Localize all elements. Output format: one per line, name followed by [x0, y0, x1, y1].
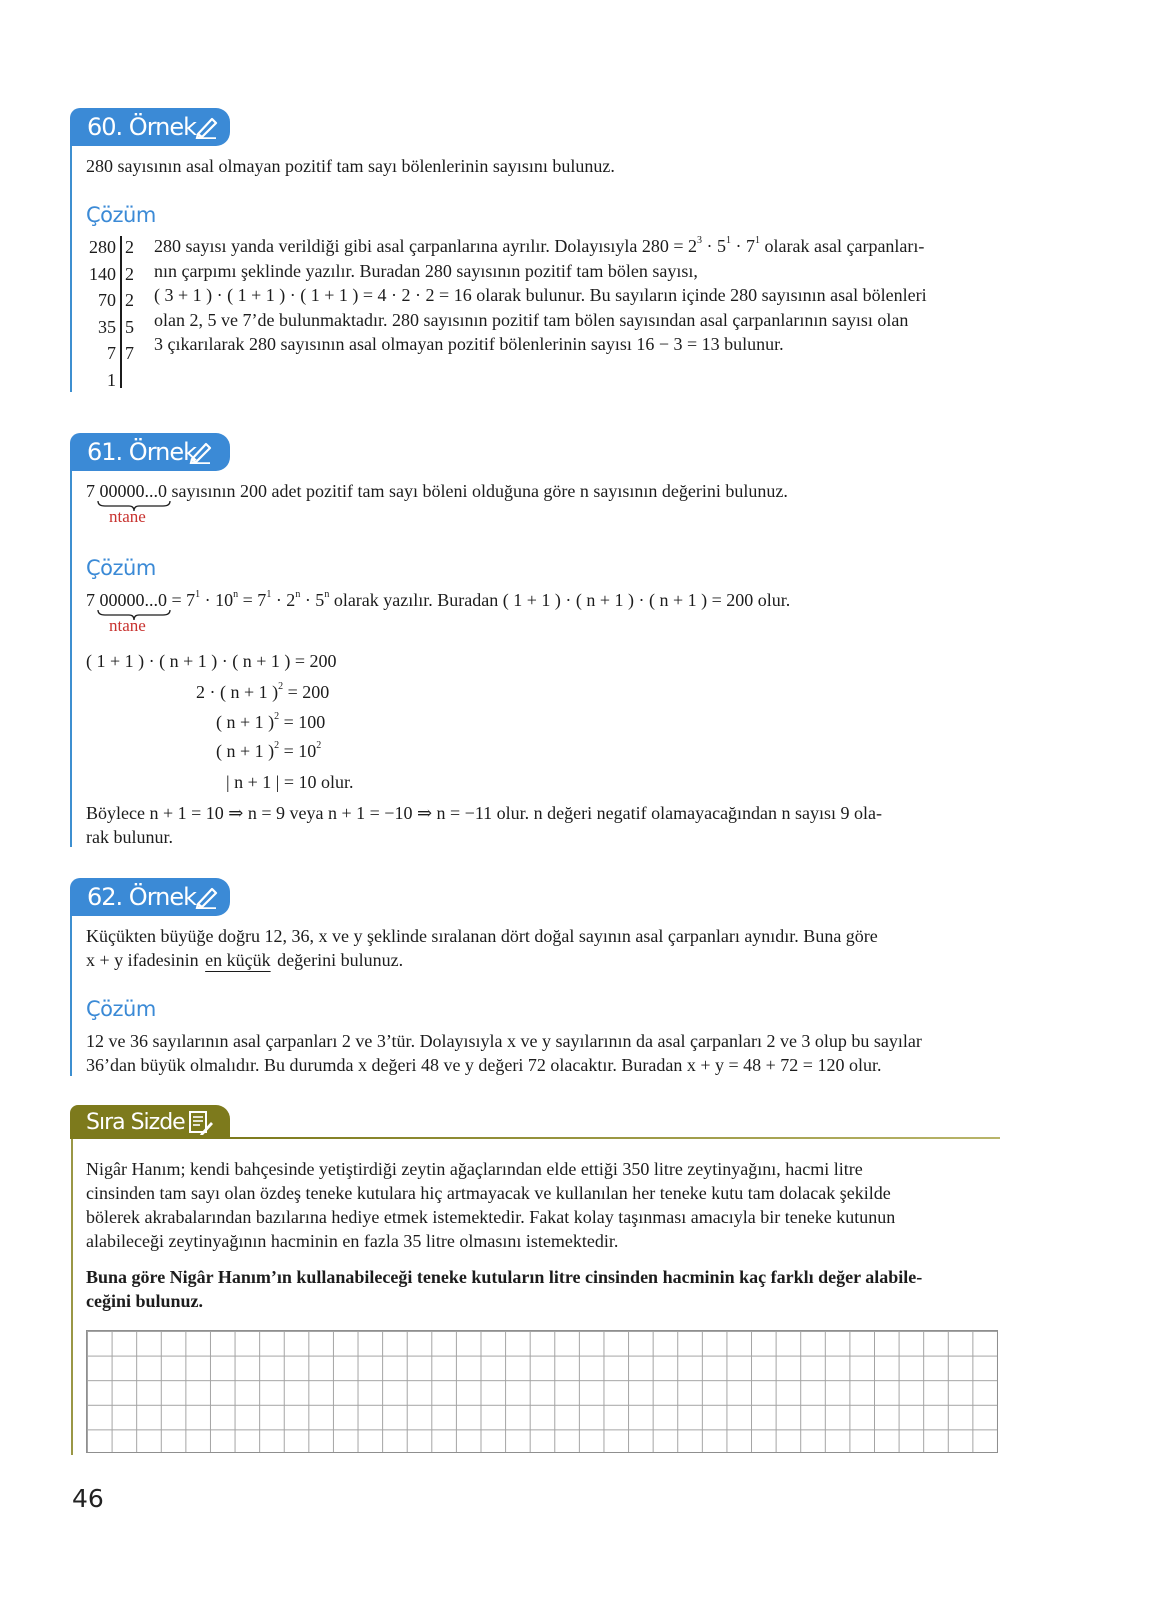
equation-line [216, 741, 321, 762]
equation-line: | n + 1 | = 10 olur. [226, 772, 354, 792]
sira-sizde-question-line: Buna göre Nigâr Hanım’ın kullanabileceği teneke kutuların litre cinsinden hacminin kaç farklı değer alabile- [86, 1267, 923, 1287]
example-60-solution-line: 3 çıkarılarak 280 sayısının asal olmayan pozitif bölenlerinin sayısı 16 − 3 = 13 bulunur. [154, 334, 784, 354]
division-value: 280 [89, 237, 116, 257]
division-value: 1 [107, 369, 116, 390]
equation-line [196, 682, 329, 703]
exponent: 2 [274, 740, 280, 751]
pencil-icon [188, 440, 214, 464]
example-62-question-line [86, 950, 403, 971]
text: = 10 [279, 741, 317, 761]
underbrace-label: ntane [109, 616, 146, 635]
text: olarak yazılır. Buradan ( 1 + 1 ) · ( n + 1 ) · ( n + 1 ) = 200 olur. [329, 590, 791, 610]
text: 280 sayısı yanda verildiği gibi asal çarpanlarına ayrılır. Dolayısıyla 280 = 2 [154, 236, 698, 256]
text: x + y ifadesinin [86, 950, 204, 970]
exponent: 2 [316, 740, 322, 751]
example-61-solution-title: Çözüm [86, 556, 156, 580]
text: 2 · ( n + 1 ) [196, 682, 279, 702]
sira-sizde-text-line: bölerek akrabalarından bazılarına hediye etmek istemektedir. Fakat kolay taşınması amacıyla bir teneke kutunun [86, 1207, 896, 1227]
example-61-conclusion-line: Böylece n + 1 = 10 ⇒ n = 9 veya n + 1 = −10 ⇒ n = −11 olur. n değeri negatif olamayacağından n sayısı 9 ola- [86, 803, 883, 823]
division-value: 35 [98, 316, 116, 337]
sira-sizde-text-line: Nigâr Hanım; kendi bahçesinde yetiştirdiği zeytin ağaçlarından elde ettiği 350 litre zeytinyağını, hacmi litre [86, 1159, 863, 1179]
example-62-tab [70, 878, 230, 916]
example-61-tab [70, 433, 230, 471]
example-60-solution-line: olan 2, 5 ve 7’de bulunmaktadır. 280 sayısının pozitif tam bölen sayısından asal çarpanlarının sayısı olan [154, 310, 909, 330]
exponent: 1 [726, 235, 732, 246]
example-60-solution-line: nın çarpımı şeklinde yazılır. Buradan 280 sayısının pozitif tam bölen sayısı, [154, 261, 698, 281]
text: değerini bulunuz. [272, 950, 404, 970]
text: = 7 [238, 590, 267, 610]
division-factor: 7 [125, 343, 134, 363]
text: = 100 [279, 712, 326, 732]
sira-sizde-rule [71, 1139, 73, 1455]
division-factor: 2 [125, 290, 134, 310]
sira-sizde-divider [228, 1137, 1000, 1139]
text: sayısının 200 adet pozitif tam sayı böleni olduğuna göre n sayısının değerini bulunuz. [167, 481, 788, 501]
exponent: n [295, 589, 301, 600]
example-61-rule [70, 471, 72, 847]
page-number: 46 [72, 1484, 104, 1513]
underlined-text: en küçük [205, 950, 271, 970]
example-60-tab [70, 108, 230, 146]
text: · 10 [200, 590, 234, 610]
text: · 5 [300, 590, 325, 610]
example-61-solution-line [86, 590, 790, 611]
division-value: 70 [98, 290, 116, 310]
answer-grid[interactable] [86, 1330, 998, 1453]
notepad-pencil-icon [188, 1110, 214, 1136]
prime-division-right [125, 234, 134, 367]
sira-sizde-question-line: ceğini bulunuz. [86, 1291, 204, 1311]
example-60-solution-line: ( 3 + 1 ) · ( 1 + 1 ) · ( 1 + 1 ) = 4 · 2 · 2 = 16 olarak bulunur. Bu sayıların içinde 280 sayısının asal bölenleri [154, 285, 927, 305]
text: · 2 [271, 590, 296, 610]
example-61-question [86, 481, 788, 502]
example-60-rule [70, 146, 72, 392]
example-60-title: 60. Örnek [87, 113, 197, 141]
text: = 7 [167, 590, 196, 610]
exponent: 1 [755, 235, 761, 246]
prime-division-left [84, 234, 116, 393]
sira-sizde-text-line: alabileceği zeytinyağının hacminin en fazla 35 litre olmasını istemektedir. [86, 1231, 619, 1251]
text: olarak asal çarpanları- [760, 236, 925, 256]
exponent: 1 [266, 589, 272, 600]
underbrace-label: ntane [109, 507, 146, 526]
exponent: 3 [697, 235, 703, 246]
division-factor: 2 [125, 263, 134, 284]
exponent: n [324, 589, 330, 600]
equation-line [216, 712, 325, 733]
example-61-conclusion-line: rak bulunur. [86, 827, 173, 847]
exponent: 2 [278, 681, 284, 692]
example-62-rule [70, 916, 72, 1076]
equation-line: ( 1 + 1 ) · ( n + 1 ) · ( n + 1 ) = 200 [86, 651, 337, 671]
example-60-solution-line [154, 236, 924, 257]
text: ( n + 1 ) [216, 741, 275, 761]
example-61-title: 61. Örnek [87, 438, 197, 466]
division-factor: 5 [125, 316, 134, 337]
exponent: n [233, 589, 239, 600]
repeated-zero-number: 7 00000...0 [86, 590, 167, 610]
exponent: 2 [274, 711, 280, 722]
pencil-icon [194, 115, 220, 139]
example-62-solution-line: 12 ve 36 sayılarının asal çarpanları 2 ve 3’tür. Dolayısıyla x ve y sayılarının da asal çarpanları 2 ve 3 olup bu sayılar [86, 1031, 922, 1051]
division-value: 140 [89, 263, 116, 284]
sira-sizde-tab [70, 1105, 230, 1139]
example-62-question-line: Küçükten büyüğe doğru 12, 36, x ve y şeklinde sıralanan dört doğal sayının asal çarpanları aynıdır. Buna göre [86, 926, 878, 946]
example-60-solution-title: Çözüm [86, 203, 156, 227]
division-value: 7 [107, 343, 116, 363]
example-62-solution-title: Çözüm [86, 997, 156, 1021]
text: ( n + 1 ) [216, 712, 275, 732]
division-factor: 2 [125, 237, 134, 257]
example-60-question: 280 sayısının asal olmayan pozitif tam sayı bölenlerinin sayısını bulunuz. [86, 156, 615, 176]
pencil-icon [194, 885, 220, 909]
sira-sizde-title: Sıra Sizde [86, 1110, 185, 1135]
repeated-zero-number: 7 00000...0 [86, 481, 167, 501]
prime-division-rule [120, 236, 122, 388]
exponent: 1 [195, 589, 201, 600]
text: · 5 [702, 236, 727, 256]
example-62-title: 62. Örnek [87, 883, 197, 911]
example-62-solution-line: 36’dan büyük olmalıdır. Bu durumda x değeri 48 ve y değeri 72 olacaktır. Buradan x + y = 48 + 72 = 120 olur. [86, 1055, 882, 1075]
sira-sizde-text-line: cinsinden tam sayı olan özdeş teneke kutulara hiç artmayacak ve kullanılan her teneke kutu tam dolacak şekilde [86, 1183, 891, 1203]
text: · 7 [731, 236, 756, 256]
text: = 200 [283, 682, 330, 702]
